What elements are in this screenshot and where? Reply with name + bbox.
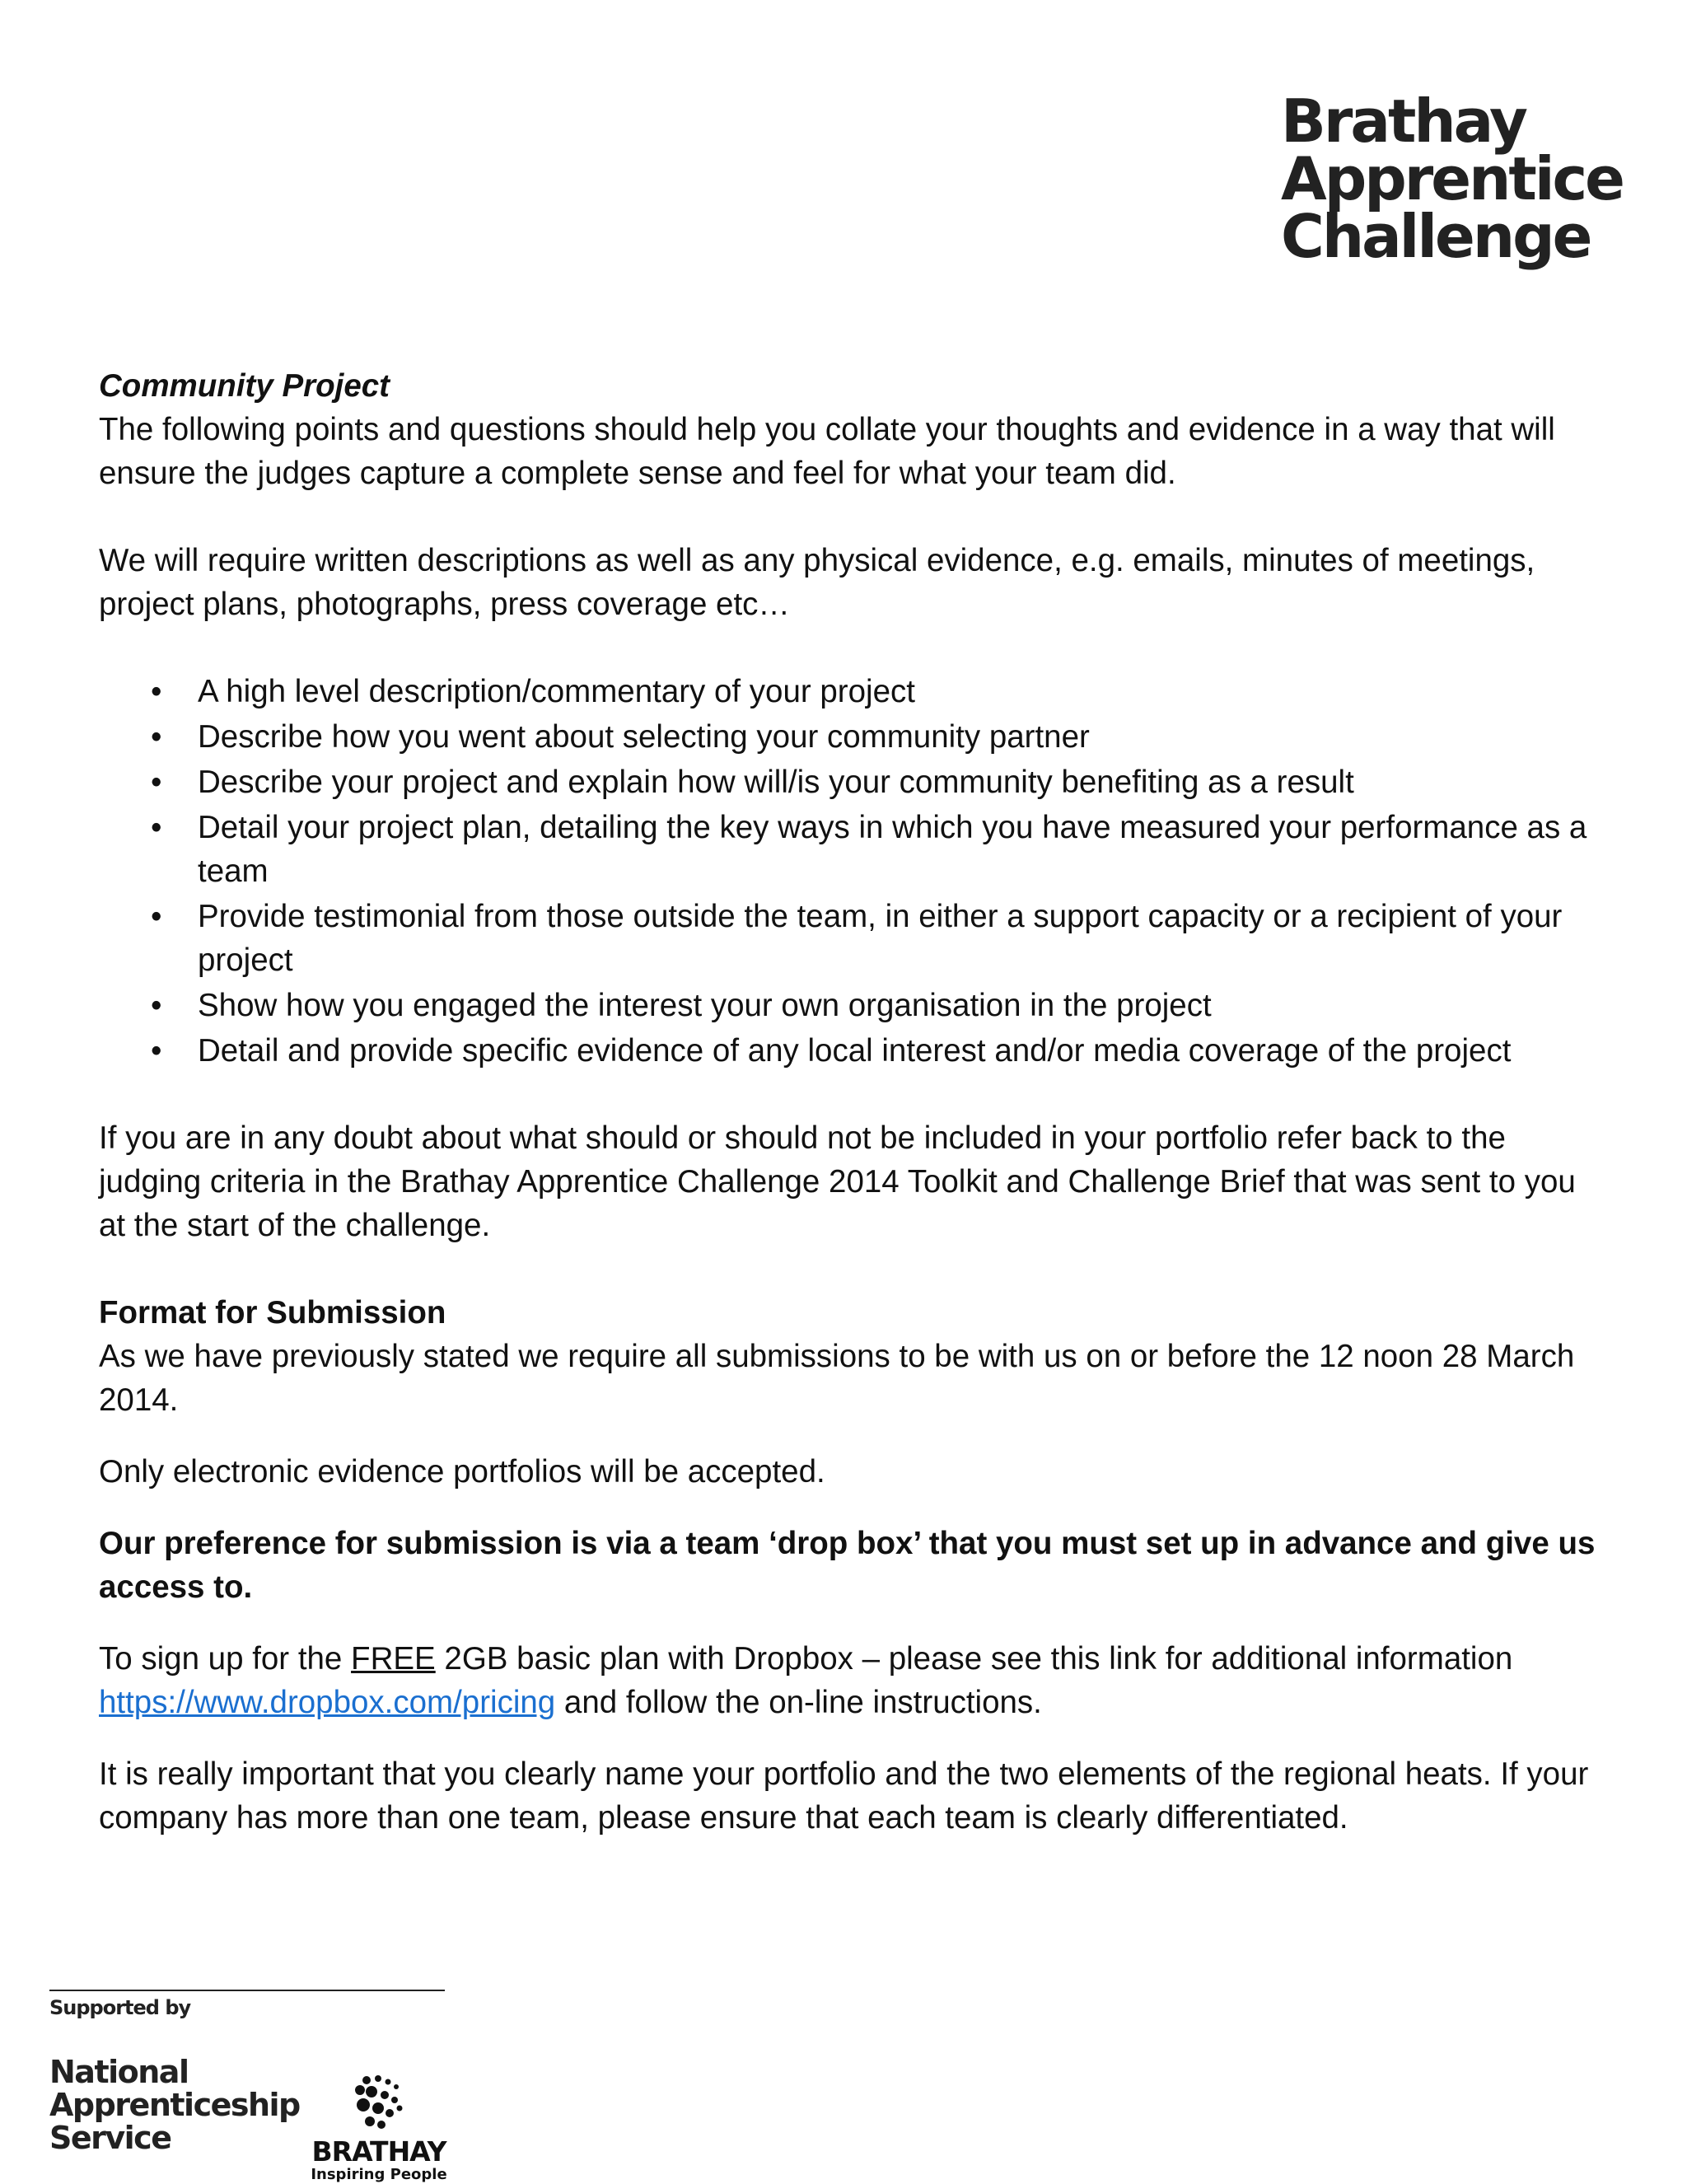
bullet-icon: • [151,899,162,934]
brathay-apprentice-challenge-logo [1281,87,1627,271]
bullet-icon: • [151,674,162,709]
bullet-icon: • [151,988,162,1023]
electronic-paragraph: Only electronic evidence portfolios will be accepted. [99,1454,825,1490]
brathay-logo [305,2072,453,2184]
nas-logo-line-1: National [49,2054,189,2090]
requirements-list [99,670,1606,1073]
signup-text-start: To sign up for the [99,1641,352,1677]
list-item [99,670,1606,713]
supported-by-label: Supported by [49,1996,191,2019]
list-item-text: Provide testimonial from those outside the team, in either a support capacity or a recipient of your project [198,899,1563,978]
list-item [99,715,1606,759]
doubt-paragraph: If you are in any doubt about what should or should not be included in your portfolio refer back to the judging criteria in the Brathay Apprentice Challenge 2014 Toolkit and Challenge Brief that was sent to you at the start of the challenge. [99,1120,1576,1243]
list-item-text: Detail and provide specific evidence of any local interest and/or media coverage of the project [198,1033,1512,1069]
signup-text-end: and follow the on-line instructions. [555,1685,1042,1720]
list-item-text: A high level description/commentary of your project [198,674,915,709]
list-item-text: Describe your project and explain how will/is your community benefiting as a result [198,765,1354,800]
bullet-icon: • [151,1033,162,1069]
logo-line-2: Apprentice [1281,144,1624,213]
signup-paragraph [99,1637,1606,1724]
preference-paragraph: Our preference for submission is via a team ‘drop box’ that you must set up in advance and give us access to. [99,1526,1596,1605]
naming-paragraph: It is really important that you clearly name your portfolio and the two elements of the regional heats. If your company has more than one team, please ensure that each team is clearly differentiated. [99,1756,1589,1836]
list-item [99,895,1606,982]
brathay-tagline: Inspiring People [311,2166,447,2183]
list-item [99,984,1606,1027]
brathay-dots-icon [342,2072,416,2138]
list-item-text: Detail your project plan, detailing the key ways in which you have measured your performance as a team [198,810,1587,889]
free-text: FREE [351,1641,436,1677]
bullet-icon: • [151,719,162,755]
supported-by-footer [49,1990,447,2183]
signup-text-middle: 2GB basic plan with Dropbox – please see this link for additional information [435,1641,1513,1677]
nas-logo-line-2: Apprenticeship [49,2087,300,2123]
list-item-text: Show how you engaged the interest your own organisation in the project [198,988,1212,1023]
list-item [99,806,1606,893]
brathay-name: BRATHAY [311,2135,446,2168]
dropbox-pricing-link[interactable]: https://www.dropbox.com/pricing [99,1685,556,1720]
community-project-title: Community Project [99,368,390,404]
logo-line-3: Challenge [1281,202,1591,271]
format-title: Format for Submission [99,1295,446,1331]
list-item [99,1029,1606,1073]
intro-paragraph: The following points and questions should help you collate your thoughts and evidence in a way that will ensure the judges capture a complete sense and feel for what your team did. [99,412,1555,491]
footer-divider [49,1990,445,1991]
list-item-text: Describe how you went about selecting your community partner [198,719,1090,755]
list-item [99,760,1606,804]
nas-logo-line-3: Service [49,2120,171,2156]
deadline-paragraph: As we have previously stated we require all submissions to be with us on or before the 12 noon 28 March 2014. [99,1339,1575,1418]
bullet-icon: • [151,765,162,800]
bullet-icon: • [151,810,162,845]
document-body [99,364,1606,1840]
evidence-paragraph: We will require written descriptions as well as any physical evidence, e.g. emails, minutes of meetings, project plans, photographs, press coverage etc… [99,543,1535,622]
logo-line-1: Brathay [1281,87,1526,156]
national-apprenticeship-service-logo [49,2055,300,2154]
